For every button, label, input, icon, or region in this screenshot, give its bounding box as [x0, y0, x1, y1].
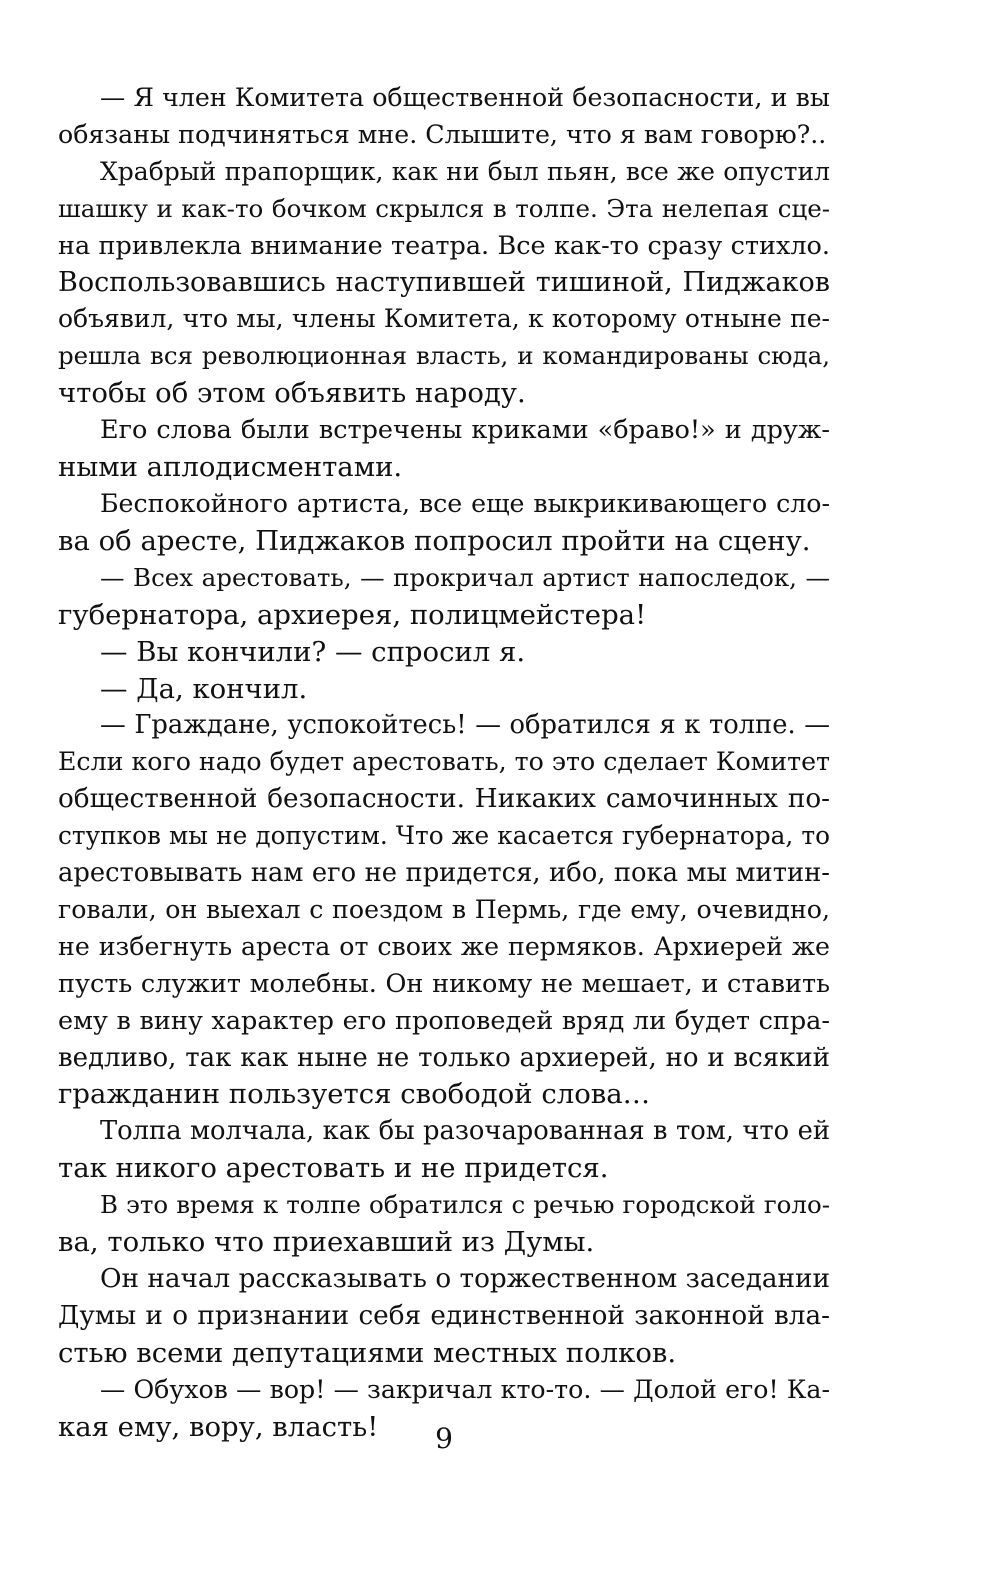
page-number: 9 [435, 1422, 453, 1455]
text-line: шашку и как-то бочком скрылся в толпе. Эта нелепая сце- [58, 193, 830, 223]
text-line: Воспользовавшись наступившей тишиной, Пиджаков [58, 266, 830, 298]
text-line: — Вы кончили? — спросил я. [100, 635, 526, 668]
text-line: Толпа молчала, как бы разочарованная в том, что ей [100, 1116, 830, 1147]
text-line: Беспокойного артиста, все еще выкрикивающего сло- [100, 488, 830, 518]
text-line: не избегнуть ареста от своих же пермяков. Архиерей же [58, 931, 830, 961]
text-line: Думы и о признании себя единственной законной вла- [58, 1300, 830, 1331]
text-line: ведливо, так как ныне не только архиерей, но и всякий [58, 1042, 830, 1073]
text-line: ему в вину характер его проповедей вряд ли будет спра- [58, 1005, 830, 1036]
paragraph [58, 1187, 830, 1261]
text-line: ными аплодисментами. [58, 451, 403, 484]
text-line: стью всеми депутациями местных полков. [58, 1336, 677, 1369]
text-line: обязаны подчиняться мне. Слышите, что я вам говорю?.. [58, 119, 827, 149]
text-line: Он начал рассказывать о торжественном заседании [100, 1264, 830, 1294]
text-line: Храбрый прапорщик, как ни был пьян, все же опустил [100, 156, 830, 186]
text-line: гражданин пользуется свободой слова… [58, 1078, 651, 1111]
paragraph [58, 707, 830, 1113]
text-line: на привлекла внимание театра. Все как-то сразу стихло. [58, 230, 830, 261]
text-line: общественной безопасности. Никаких самочинных по- [58, 784, 830, 815]
paragraph [58, 412, 830, 486]
text-line: пусть служит молебны. Он никому не мешает, и ставить [58, 968, 830, 999]
paragraph [58, 1113, 830, 1187]
text-line: ступков мы не допустим. Что же касается губернатора, то [58, 821, 830, 851]
paragraph [58, 671, 830, 708]
text-line: объявил, что мы, члены Комитета, к которому отныне пе- [58, 304, 830, 334]
text-line: Если кого надо будет арестовать, то это сделает Комитет [58, 747, 830, 777]
text-line: — Я член Комитета общественной безопасности, и вы [100, 83, 830, 112]
text-line: арестовывать нам его не придется, ибо, пока мы митин- [58, 858, 830, 889]
paragraph [58, 560, 830, 634]
text-line: — Обухов — вор! — закричал кто-то. — Долой его! Ка- [100, 1374, 830, 1404]
text-line: решла вся революционная власть, и командированы сюда, [58, 341, 830, 371]
text-line: В это время к толпе обратился с речью городской голо- [100, 1190, 830, 1220]
text-line: Его слова были встречены криками «браво!» и друж- [100, 415, 830, 446]
paragraph [58, 634, 830, 671]
text-line: ва, только что приехавший из Думы. [58, 1226, 595, 1259]
paragraph [58, 154, 830, 412]
paragraph [58, 80, 830, 154]
text-line: ва об аресте, Пиджаков попросил пройти на сцену. [58, 524, 811, 557]
text-line: губернатора, архиерея, полицмейстера! [58, 598, 647, 631]
text-line: — Да, кончил. [100, 672, 308, 705]
text-line: говали, он выехал с поездом в Пермь, где ему, очевидно, [58, 894, 830, 924]
page-body [58, 80, 830, 1446]
text-line: так никого арестовать и не придется. [58, 1152, 609, 1185]
text-line: — Граждане, успокойтесь! — обратился я к толпе. — [100, 710, 830, 741]
text-line: — Всех арестовать, — прокричал артист напоследок, — [100, 562, 830, 592]
paragraph [58, 486, 830, 560]
paragraph [58, 1261, 830, 1372]
text-line: кая ему, вору, власть! [58, 1410, 379, 1443]
text-line: чтобы об этом объявить народу. [58, 377, 526, 410]
